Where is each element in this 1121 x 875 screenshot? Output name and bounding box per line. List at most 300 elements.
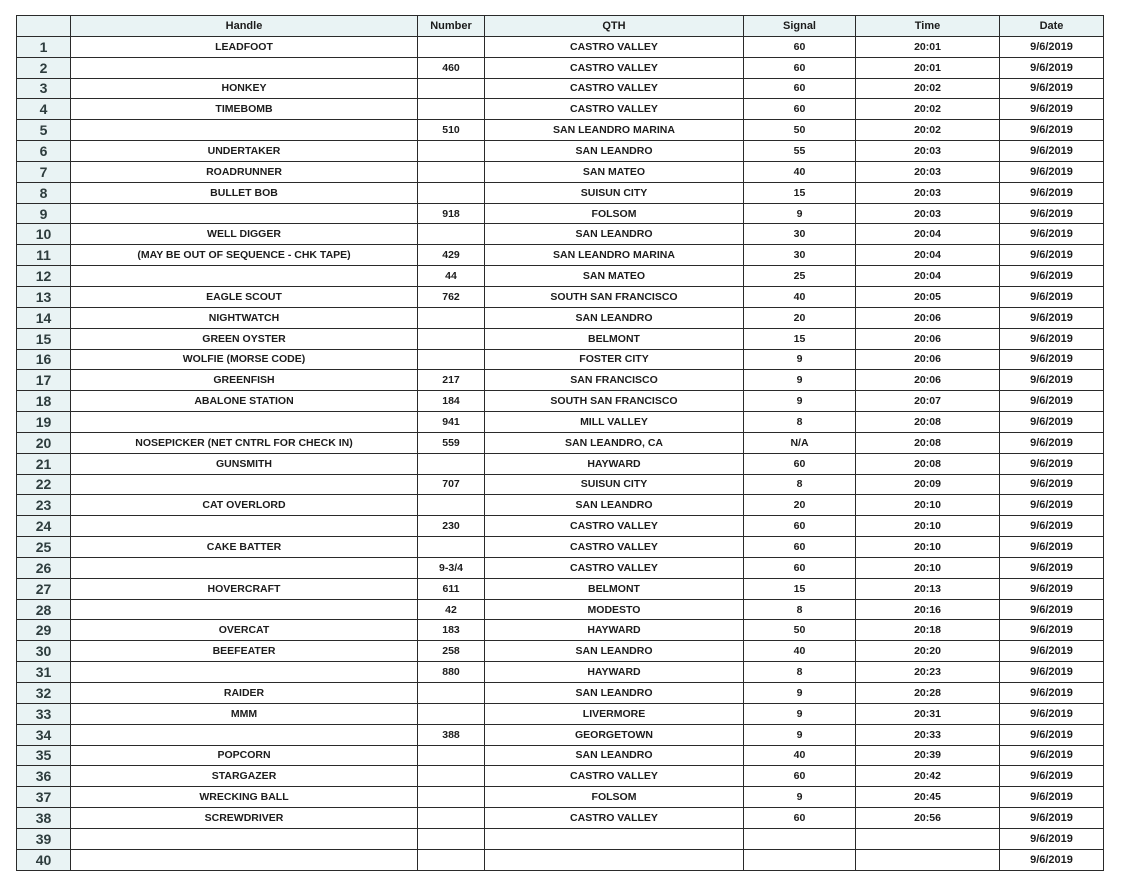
handle-cell: ROADRUNNER xyxy=(71,161,418,182)
row-number-cell: 38 xyxy=(17,808,71,829)
number-cell xyxy=(418,745,485,766)
table-row xyxy=(17,120,1104,141)
date-cell: 9/6/2019 xyxy=(1000,307,1104,328)
date-cell: 9/6/2019 xyxy=(1000,57,1104,78)
date-cell: 9/6/2019 xyxy=(1000,203,1104,224)
qth-cell: SAN LEANDRO, CA xyxy=(485,432,744,453)
time-cell: 20:06 xyxy=(856,370,1000,391)
row-number-cell: 5 xyxy=(17,120,71,141)
table-row xyxy=(17,328,1104,349)
table-row xyxy=(17,57,1104,78)
signal-cell: 30 xyxy=(744,245,856,266)
signal-cell: 50 xyxy=(744,120,856,141)
time-cell: 20:45 xyxy=(856,787,1000,808)
handle-cell: EAGLE SCOUT xyxy=(71,286,418,307)
signal-cell: 60 xyxy=(744,557,856,578)
handle-cell: CAT OVERLORD xyxy=(71,495,418,516)
row-number-cell: 23 xyxy=(17,495,71,516)
signal-cell: 25 xyxy=(744,266,856,287)
number-cell xyxy=(418,703,485,724)
row-number-cell: 17 xyxy=(17,370,71,391)
number-cell: 184 xyxy=(418,391,485,412)
row-number-cell: 24 xyxy=(17,516,71,537)
signal-cell: 9 xyxy=(744,683,856,704)
date-cell: 9/6/2019 xyxy=(1000,703,1104,724)
time-cell: 20:16 xyxy=(856,599,1000,620)
time-cell: 20:01 xyxy=(856,57,1000,78)
table-row xyxy=(17,349,1104,370)
table-row xyxy=(17,724,1104,745)
qth-cell: SAN LEANDRO xyxy=(485,224,744,245)
time-cell: 20:05 xyxy=(856,286,1000,307)
row-number-cell: 4 xyxy=(17,99,71,120)
qth-cell: SAN LEANDRO xyxy=(485,307,744,328)
time-cell: 20:03 xyxy=(856,203,1000,224)
time-cell: 20:06 xyxy=(856,349,1000,370)
number-cell: 388 xyxy=(418,724,485,745)
time-cell: 20:08 xyxy=(856,412,1000,433)
signal-cell: 15 xyxy=(744,182,856,203)
qth-cell: SAN LEANDRO xyxy=(485,141,744,162)
date-cell: 9/6/2019 xyxy=(1000,474,1104,495)
number-cell xyxy=(418,766,485,787)
qth-cell: SAN MATEO xyxy=(485,161,744,182)
table-row xyxy=(17,828,1104,849)
row-number-cell: 26 xyxy=(17,557,71,578)
row-number-cell: 3 xyxy=(17,78,71,99)
number-cell xyxy=(418,537,485,558)
handle-cell xyxy=(71,828,418,849)
qth-cell: SAN LEANDRO xyxy=(485,495,744,516)
table-row xyxy=(17,662,1104,683)
time-cell: 20:31 xyxy=(856,703,1000,724)
qth-cell: LIVERMORE xyxy=(485,703,744,724)
signal-cell: 60 xyxy=(744,516,856,537)
date-cell: 9/6/2019 xyxy=(1000,808,1104,829)
signal-cell: 60 xyxy=(744,57,856,78)
time-cell: 20:02 xyxy=(856,120,1000,141)
number-cell: 559 xyxy=(418,432,485,453)
qth-cell: SOUTH SAN FRANCISCO xyxy=(485,286,744,307)
handle-cell: MMM xyxy=(71,703,418,724)
signal-cell: 9 xyxy=(744,370,856,391)
time-cell: 20:20 xyxy=(856,641,1000,662)
table-row xyxy=(17,849,1104,870)
table-row xyxy=(17,36,1104,57)
date-cell: 9/6/2019 xyxy=(1000,578,1104,599)
handle-cell: WOLFIE (MORSE CODE) xyxy=(71,349,418,370)
table-row xyxy=(17,266,1104,287)
number-cell xyxy=(418,182,485,203)
table-row xyxy=(17,787,1104,808)
table-row xyxy=(17,766,1104,787)
table-row xyxy=(17,516,1104,537)
date-cell: 9/6/2019 xyxy=(1000,724,1104,745)
date-cell: 9/6/2019 xyxy=(1000,370,1104,391)
time-cell: 20:02 xyxy=(856,99,1000,120)
row-number-cell: 22 xyxy=(17,474,71,495)
table-row xyxy=(17,620,1104,641)
qth-cell: FOSTER CITY xyxy=(485,349,744,370)
signal-cell: 9 xyxy=(744,724,856,745)
signal-cell: 40 xyxy=(744,286,856,307)
number-cell: 217 xyxy=(418,370,485,391)
signal-cell: 8 xyxy=(744,662,856,683)
table-row xyxy=(17,578,1104,599)
row-number-cell: 20 xyxy=(17,432,71,453)
time-cell: 20:02 xyxy=(856,78,1000,99)
time-cell: 20:39 xyxy=(856,745,1000,766)
qth-cell: SAN LEANDRO xyxy=(485,641,744,662)
time-cell: 20:06 xyxy=(856,307,1000,328)
row-number-cell: 1 xyxy=(17,36,71,57)
number-cell xyxy=(418,224,485,245)
date-cell: 9/6/2019 xyxy=(1000,537,1104,558)
signal-cell: 9 xyxy=(744,703,856,724)
number-cell: 707 xyxy=(418,474,485,495)
qth-cell: SOUTH SAN FRANCISCO xyxy=(485,391,744,412)
signal-cell: 50 xyxy=(744,620,856,641)
row-number-cell: 29 xyxy=(17,620,71,641)
handle-cell: GREEN OYSTER xyxy=(71,328,418,349)
date-cell: 9/6/2019 xyxy=(1000,641,1104,662)
qth-cell: CASTRO VALLEY xyxy=(485,99,744,120)
number-cell xyxy=(418,828,485,849)
table-row xyxy=(17,370,1104,391)
handle-cell: POPCORN xyxy=(71,745,418,766)
table-row xyxy=(17,474,1104,495)
qth-cell: MODESTO xyxy=(485,599,744,620)
qth-cell xyxy=(485,849,744,870)
time-cell xyxy=(856,849,1000,870)
qth-cell: SAN LEANDRO xyxy=(485,683,744,704)
qth-cell: CASTRO VALLEY xyxy=(485,516,744,537)
time-cell: 20:04 xyxy=(856,245,1000,266)
time-cell: 20:10 xyxy=(856,537,1000,558)
number-header: Number xyxy=(418,16,485,37)
handle-cell: HONKEY xyxy=(71,78,418,99)
signal-cell xyxy=(744,849,856,870)
signal-cell: 20 xyxy=(744,307,856,328)
row-number-cell: 12 xyxy=(17,266,71,287)
date-cell: 9/6/2019 xyxy=(1000,412,1104,433)
row-number-cell: 32 xyxy=(17,683,71,704)
signal-cell: 40 xyxy=(744,161,856,182)
row-number-cell: 30 xyxy=(17,641,71,662)
row-number-cell: 36 xyxy=(17,766,71,787)
signal-cell: 60 xyxy=(744,453,856,474)
qth-cell: SAN LEANDRO MARINA xyxy=(485,245,744,266)
number-cell xyxy=(418,453,485,474)
qth-cell: HAYWARD xyxy=(485,662,744,683)
handle-cell: NOSEPICKER (NET CNTRL FOR CHECK IN) xyxy=(71,432,418,453)
table-row xyxy=(17,495,1104,516)
qth-cell: CASTRO VALLEY xyxy=(485,78,744,99)
row-number-cell: 6 xyxy=(17,141,71,162)
qth-cell: CASTRO VALLEY xyxy=(485,537,744,558)
number-cell xyxy=(418,99,485,120)
time-cell xyxy=(856,828,1000,849)
time-cell: 20:33 xyxy=(856,724,1000,745)
signal-cell: 60 xyxy=(744,537,856,558)
row-number-cell: 10 xyxy=(17,224,71,245)
qth-cell: HAYWARD xyxy=(485,453,744,474)
handle-cell xyxy=(71,516,418,537)
number-cell xyxy=(418,307,485,328)
signal-cell: N/A xyxy=(744,432,856,453)
header-row xyxy=(17,16,1104,37)
number-cell xyxy=(418,683,485,704)
table-row xyxy=(17,537,1104,558)
date-cell: 9/6/2019 xyxy=(1000,99,1104,120)
handle-cell: BEEFEATER xyxy=(71,641,418,662)
signal-cell: 9 xyxy=(744,349,856,370)
table-row xyxy=(17,808,1104,829)
row-number-cell: 39 xyxy=(17,828,71,849)
handle-cell: BULLET BOB xyxy=(71,182,418,203)
date-cell: 9/6/2019 xyxy=(1000,453,1104,474)
row-number-cell: 37 xyxy=(17,787,71,808)
number-cell: 611 xyxy=(418,578,485,599)
number-cell: 44 xyxy=(418,266,485,287)
table-row xyxy=(17,599,1104,620)
row-number-cell: 31 xyxy=(17,662,71,683)
date-header: Date xyxy=(1000,16,1104,37)
row-number-cell: 16 xyxy=(17,349,71,370)
time-cell: 20:13 xyxy=(856,578,1000,599)
handle-cell: WELL DIGGER xyxy=(71,224,418,245)
number-cell xyxy=(418,161,485,182)
signal-cell: 9 xyxy=(744,391,856,412)
qth-cell xyxy=(485,828,744,849)
date-cell: 9/6/2019 xyxy=(1000,391,1104,412)
qth-cell: MILL VALLEY xyxy=(485,412,744,433)
table-row xyxy=(17,453,1104,474)
table-row xyxy=(17,412,1104,433)
signal-cell: 60 xyxy=(744,36,856,57)
date-cell: 9/6/2019 xyxy=(1000,432,1104,453)
date-cell: 9/6/2019 xyxy=(1000,266,1104,287)
date-cell: 9/6/2019 xyxy=(1000,141,1104,162)
time-cell: 20:03 xyxy=(856,141,1000,162)
time-cell: 20:09 xyxy=(856,474,1000,495)
signal-cell: 9 xyxy=(744,787,856,808)
number-cell: 230 xyxy=(418,516,485,537)
time-header: Time xyxy=(856,16,1000,37)
date-cell: 9/6/2019 xyxy=(1000,849,1104,870)
number-cell: 429 xyxy=(418,245,485,266)
date-cell: 9/6/2019 xyxy=(1000,182,1104,203)
handle-cell: UNDERTAKER xyxy=(71,141,418,162)
signal-cell: 8 xyxy=(744,412,856,433)
table-row xyxy=(17,432,1104,453)
signal-cell: 8 xyxy=(744,599,856,620)
signal-cell: 60 xyxy=(744,766,856,787)
row-number-cell: 33 xyxy=(17,703,71,724)
table-row xyxy=(17,641,1104,662)
number-cell xyxy=(418,141,485,162)
handle-cell: CAKE BATTER xyxy=(71,537,418,558)
signal-cell: 55 xyxy=(744,141,856,162)
table-row xyxy=(17,557,1104,578)
handle-cell: GREENFISH xyxy=(71,370,418,391)
handle-cell xyxy=(71,599,418,620)
time-cell: 20:10 xyxy=(856,516,1000,537)
table-row xyxy=(17,703,1104,724)
row-number-header xyxy=(17,16,71,37)
row-number-cell: 2 xyxy=(17,57,71,78)
row-number-cell: 13 xyxy=(17,286,71,307)
time-cell: 20:18 xyxy=(856,620,1000,641)
signal-cell: 40 xyxy=(744,745,856,766)
number-cell: 762 xyxy=(418,286,485,307)
time-cell: 20:03 xyxy=(856,182,1000,203)
number-cell xyxy=(418,78,485,99)
date-cell: 9/6/2019 xyxy=(1000,787,1104,808)
number-cell xyxy=(418,495,485,516)
handle-cell: OVERCAT xyxy=(71,620,418,641)
time-cell: 20:06 xyxy=(856,328,1000,349)
handle-cell: ABALONE STATION xyxy=(71,391,418,412)
row-number-cell: 21 xyxy=(17,453,71,474)
handle-cell: RAIDER xyxy=(71,683,418,704)
qth-cell: SUISUN CITY xyxy=(485,182,744,203)
table-row xyxy=(17,141,1104,162)
table-row xyxy=(17,286,1104,307)
signal-cell: 9 xyxy=(744,203,856,224)
signal-cell xyxy=(744,828,856,849)
time-cell: 20:10 xyxy=(856,557,1000,578)
table-row xyxy=(17,391,1104,412)
table-row xyxy=(17,224,1104,245)
qth-cell: SAN FRANCISCO xyxy=(485,370,744,391)
number-cell: 460 xyxy=(418,57,485,78)
table-row xyxy=(17,161,1104,182)
handle-cell xyxy=(71,203,418,224)
date-cell: 9/6/2019 xyxy=(1000,224,1104,245)
qth-cell: BELMONT xyxy=(485,578,744,599)
number-cell: 258 xyxy=(418,641,485,662)
time-cell: 20:23 xyxy=(856,662,1000,683)
time-cell: 20:10 xyxy=(856,495,1000,516)
time-cell: 20:08 xyxy=(856,453,1000,474)
handle-cell: SCREWDRIVER xyxy=(71,808,418,829)
row-number-cell: 25 xyxy=(17,537,71,558)
date-cell: 9/6/2019 xyxy=(1000,516,1104,537)
time-cell: 20:08 xyxy=(856,432,1000,453)
time-cell: 20:01 xyxy=(856,36,1000,57)
time-cell: 20:07 xyxy=(856,391,1000,412)
qth-cell: GEORGETOWN xyxy=(485,724,744,745)
handle-cell: (MAY BE OUT OF SEQUENCE - CHK TAPE) xyxy=(71,245,418,266)
date-cell: 9/6/2019 xyxy=(1000,328,1104,349)
handle-cell xyxy=(71,266,418,287)
handle-cell xyxy=(71,412,418,433)
signal-cell: 30 xyxy=(744,224,856,245)
handle-cell: TIMEBOMB xyxy=(71,99,418,120)
qth-cell: CASTRO VALLEY xyxy=(485,808,744,829)
table-row xyxy=(17,182,1104,203)
date-cell: 9/6/2019 xyxy=(1000,120,1104,141)
qth-cell: FOLSOM xyxy=(485,787,744,808)
handle-cell xyxy=(71,557,418,578)
qth-cell: CASTRO VALLEY xyxy=(485,557,744,578)
signal-cell: 40 xyxy=(744,641,856,662)
handle-cell: GUNSMITH xyxy=(71,453,418,474)
date-cell: 9/6/2019 xyxy=(1000,745,1104,766)
date-cell: 9/6/2019 xyxy=(1000,161,1104,182)
table-row xyxy=(17,203,1104,224)
date-cell: 9/6/2019 xyxy=(1000,245,1104,266)
number-cell: 9-3/4 xyxy=(418,557,485,578)
date-cell: 9/6/2019 xyxy=(1000,349,1104,370)
log-table xyxy=(16,15,1104,871)
number-cell: 941 xyxy=(418,412,485,433)
date-cell: 9/6/2019 xyxy=(1000,620,1104,641)
handle-cell: STARGAZER xyxy=(71,766,418,787)
date-cell: 9/6/2019 xyxy=(1000,599,1104,620)
row-number-cell: 28 xyxy=(17,599,71,620)
table-row xyxy=(17,99,1104,120)
time-cell: 20:42 xyxy=(856,766,1000,787)
qth-cell: HAYWARD xyxy=(485,620,744,641)
handle-cell: WRECKING BALL xyxy=(71,787,418,808)
signal-header: Signal xyxy=(744,16,856,37)
row-number-cell: 18 xyxy=(17,391,71,412)
handle-cell xyxy=(71,57,418,78)
row-number-cell: 8 xyxy=(17,182,71,203)
number-cell xyxy=(418,36,485,57)
qth-cell: SUISUN CITY xyxy=(485,474,744,495)
date-cell: 9/6/2019 xyxy=(1000,557,1104,578)
row-number-cell: 9 xyxy=(17,203,71,224)
date-cell: 9/6/2019 xyxy=(1000,766,1104,787)
signal-cell: 15 xyxy=(744,328,856,349)
row-number-cell: 15 xyxy=(17,328,71,349)
number-cell xyxy=(418,787,485,808)
row-number-cell: 7 xyxy=(17,161,71,182)
log-body xyxy=(17,36,1104,870)
time-cell: 20:04 xyxy=(856,266,1000,287)
date-cell: 9/6/2019 xyxy=(1000,828,1104,849)
number-cell: 183 xyxy=(418,620,485,641)
signal-cell: 60 xyxy=(744,78,856,99)
qth-cell: SAN LEANDRO xyxy=(485,745,744,766)
date-cell: 9/6/2019 xyxy=(1000,78,1104,99)
handle-cell xyxy=(71,474,418,495)
table-row xyxy=(17,683,1104,704)
signal-cell: 60 xyxy=(744,808,856,829)
date-cell: 9/6/2019 xyxy=(1000,495,1104,516)
time-cell: 20:28 xyxy=(856,683,1000,704)
row-number-cell: 14 xyxy=(17,307,71,328)
signal-cell: 8 xyxy=(744,474,856,495)
table-row xyxy=(17,307,1104,328)
number-cell: 510 xyxy=(418,120,485,141)
row-number-cell: 19 xyxy=(17,412,71,433)
handle-cell xyxy=(71,724,418,745)
qth-cell: FOLSOM xyxy=(485,203,744,224)
date-cell: 9/6/2019 xyxy=(1000,36,1104,57)
number-cell xyxy=(418,349,485,370)
time-cell: 20:56 xyxy=(856,808,1000,829)
row-number-cell: 35 xyxy=(17,745,71,766)
qth-cell: CASTRO VALLEY xyxy=(485,57,744,78)
number-cell xyxy=(418,849,485,870)
handle-cell: HOVERCRAFT xyxy=(71,578,418,599)
row-number-cell: 11 xyxy=(17,245,71,266)
row-number-cell: 40 xyxy=(17,849,71,870)
